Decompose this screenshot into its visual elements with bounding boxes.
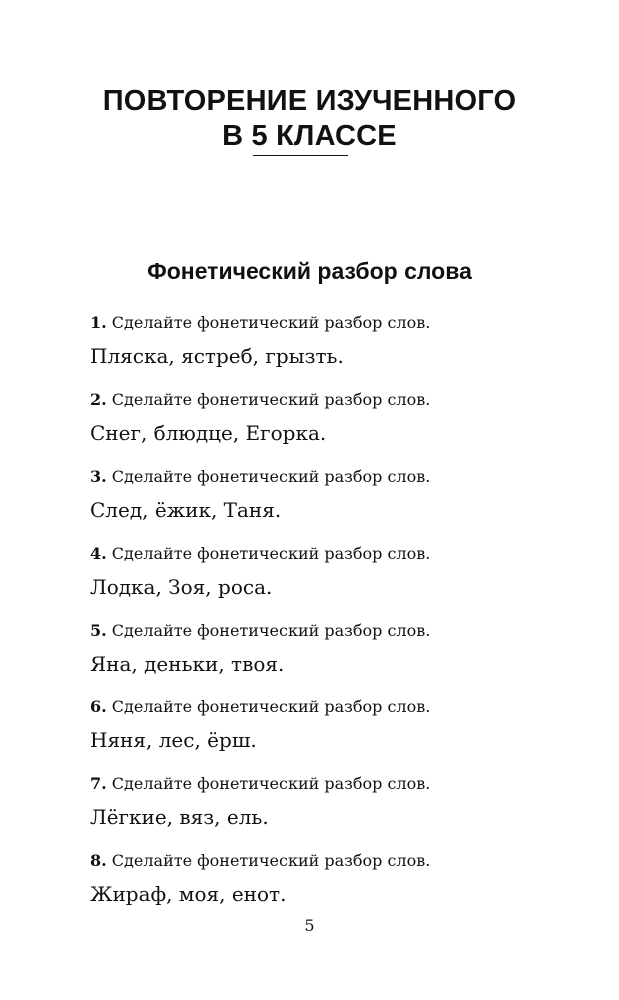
exercise-number: 2. (90, 390, 107, 409)
exercise-4 (90, 541, 590, 603)
exercise-task (90, 464, 590, 490)
exercise-instruction: Сделайте фонетический разбор слов. (111, 697, 431, 716)
chapter-title-line-2: В 5 КЛАССЕ (222, 120, 397, 152)
exercise-task (90, 541, 590, 567)
exercise-1 (90, 310, 590, 372)
exercise-8 (90, 848, 590, 910)
exercise-2 (90, 387, 590, 449)
exercise-task (90, 310, 590, 336)
exercise-words: Пляска, ястреб, грызть. (90, 344, 344, 368)
exercise-words: Снег, блюдце, Егорка. (90, 421, 327, 445)
exercise-5 (90, 618, 590, 680)
exercise-words: Яна, деньки, твоя. (90, 652, 285, 676)
exercise-task (90, 848, 590, 874)
exercise-words: Лодка, Зоя, роса. (90, 575, 273, 599)
exercise-6 (90, 694, 590, 756)
exercise-instruction: Сделайте фонетический разбор слов. (111, 774, 431, 793)
exercise-3 (90, 464, 590, 526)
chapter-title (0, 84, 619, 154)
exercise-words: Жираф, моя, енот. (90, 882, 287, 906)
exercise-instruction: Сделайте фонетический разбор слов. (111, 851, 431, 870)
section-title: Фонетический разбор слова (147, 258, 472, 284)
exercise-number: 1. (90, 313, 107, 332)
exercise-7 (90, 771, 590, 833)
exercise-number: 4. (90, 544, 107, 563)
exercise-number: 5. (90, 621, 107, 640)
exercise-task (90, 694, 590, 720)
exercise-number: 7. (90, 774, 107, 793)
exercise-words: След, ёжик, Таня. (90, 498, 282, 522)
exercise-task (90, 618, 590, 644)
exercise-number: 3. (90, 467, 107, 486)
exercise-number: 8. (90, 851, 107, 870)
exercise-instruction: Сделайте фонетический разбор слов. (111, 621, 431, 640)
exercise-task (90, 771, 590, 797)
title-underline-divider (253, 155, 348, 156)
exercise-instruction: Сделайте фонетический разбор слов. (111, 313, 431, 332)
exercise-words: Няня, лес, ёрш. (90, 728, 257, 752)
page-number: 5 (304, 916, 315, 935)
chapter-title-line-1: ПОВТОРЕНИЕ ИЗУЧЕННОГО (102, 85, 517, 117)
exercise-instruction: Сделайте фонетический разбор слов. (111, 544, 431, 563)
exercise-words: Лёгкие, вяз, ель. (90, 805, 269, 829)
exercise-task (90, 387, 590, 413)
exercise-number: 6. (90, 697, 107, 716)
exercise-instruction: Сделайте фонетический разбор слов. (111, 467, 431, 486)
exercise-instruction: Сделайте фонетический разбор слов. (111, 390, 431, 409)
